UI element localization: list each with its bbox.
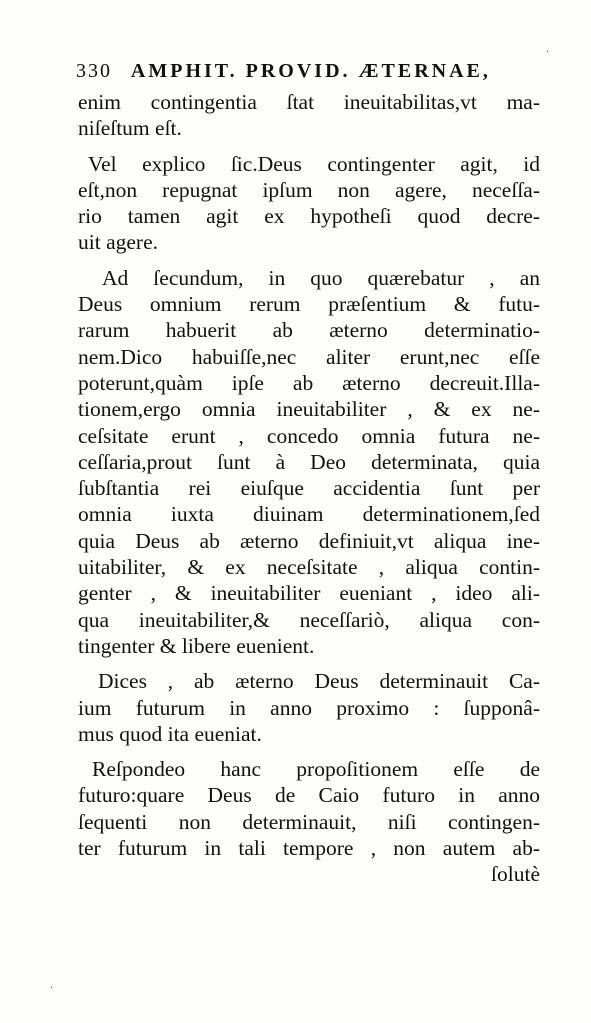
text-line: quia Deus ab æterno definiuit,vt aliqua ine- [78, 528, 540, 553]
text-line: omnia iuxta diuinam determinationem,ſed [78, 502, 540, 527]
text-line: ter futurum in tali tempore , non autem ab- [78, 836, 540, 861]
running-title: AMPHIT. PROVID. ÆTERNAE, [130, 60, 491, 82]
scan-speck: . [50, 980, 54, 991]
text-line: Ad ſecundum, in quo quærebatur , an [102, 265, 540, 290]
text-line: ſubſtantia rei eiuſque accidentia ſunt per [78, 476, 540, 501]
text-line: Deus omnium rerum præſentium & futu- [78, 292, 540, 317]
paragraph-gap [78, 659, 540, 668]
text-line: enim contingentia ſtat ineuitabilitas,vt ma- [78, 90, 540, 114]
running-head [76, 60, 536, 83]
catchword: ſolutè [491, 862, 540, 887]
text-line: ceſsitate erunt , concedo omnia futura ne- [78, 423, 540, 448]
text-line: Reſpondeo hanc propoſitionem eſſe de [92, 757, 540, 782]
text-line: qua ineuitabiliter,& neceſſariò, aliqua con- [78, 607, 540, 632]
text-line: ſequenti non determinauit, niſi contingen- [78, 809, 540, 834]
text-line: ium futurum in anno proximo : ſupponâ- [78, 695, 540, 720]
paragraph-gap [78, 142, 540, 151]
text-line: futuro:quare Deus de Caio futuro in anno [78, 783, 540, 808]
text-line: tionem,ergo omnia ineuitabiliter , & ex ne- [78, 397, 540, 422]
text-line: Dices , ab æterno Deus determinauit Ca- [98, 669, 540, 694]
text-line: rio tamen agit ex hypotheſi quod decre- [78, 204, 540, 229]
text-line: uitabiliter, & ex neceſsitate , aliqua contin- [78, 555, 540, 580]
scan-speck: . [546, 44, 550, 55]
page-number: 330 [76, 60, 112, 82]
paragraph-gap [78, 256, 540, 265]
text-line: eſt,non repugnat ipſum non agere, neceſſa- [78, 177, 540, 202]
paragraph-gap [78, 747, 540, 756]
text-line: rarum habuerit ab æterno determinatio- [78, 318, 540, 343]
text-line: Vel explico ſic.Deus contingenter agit, id [88, 151, 540, 176]
text-line: uit agere. [78, 230, 158, 255]
text-line: mus quod ita eueniat. [78, 721, 262, 746]
text-line: nem.Dico habuiſſe,nec aliter erunt,nec eſſe [78, 344, 540, 369]
body-text [78, 89, 540, 888]
text-line: genter , & ineuitabiliter eueniant , ideo ali- [78, 581, 540, 606]
text-line: niſeſtum eſt. [78, 116, 182, 141]
text-line: poterunt,quàm ipſe ab æterno decreuit.Illa- [78, 370, 540, 395]
text-line: tingenter & libere euenient. [78, 633, 315, 658]
text-line: ceſſaria,prout ſunt à Deo determinata, quia [78, 449, 540, 474]
